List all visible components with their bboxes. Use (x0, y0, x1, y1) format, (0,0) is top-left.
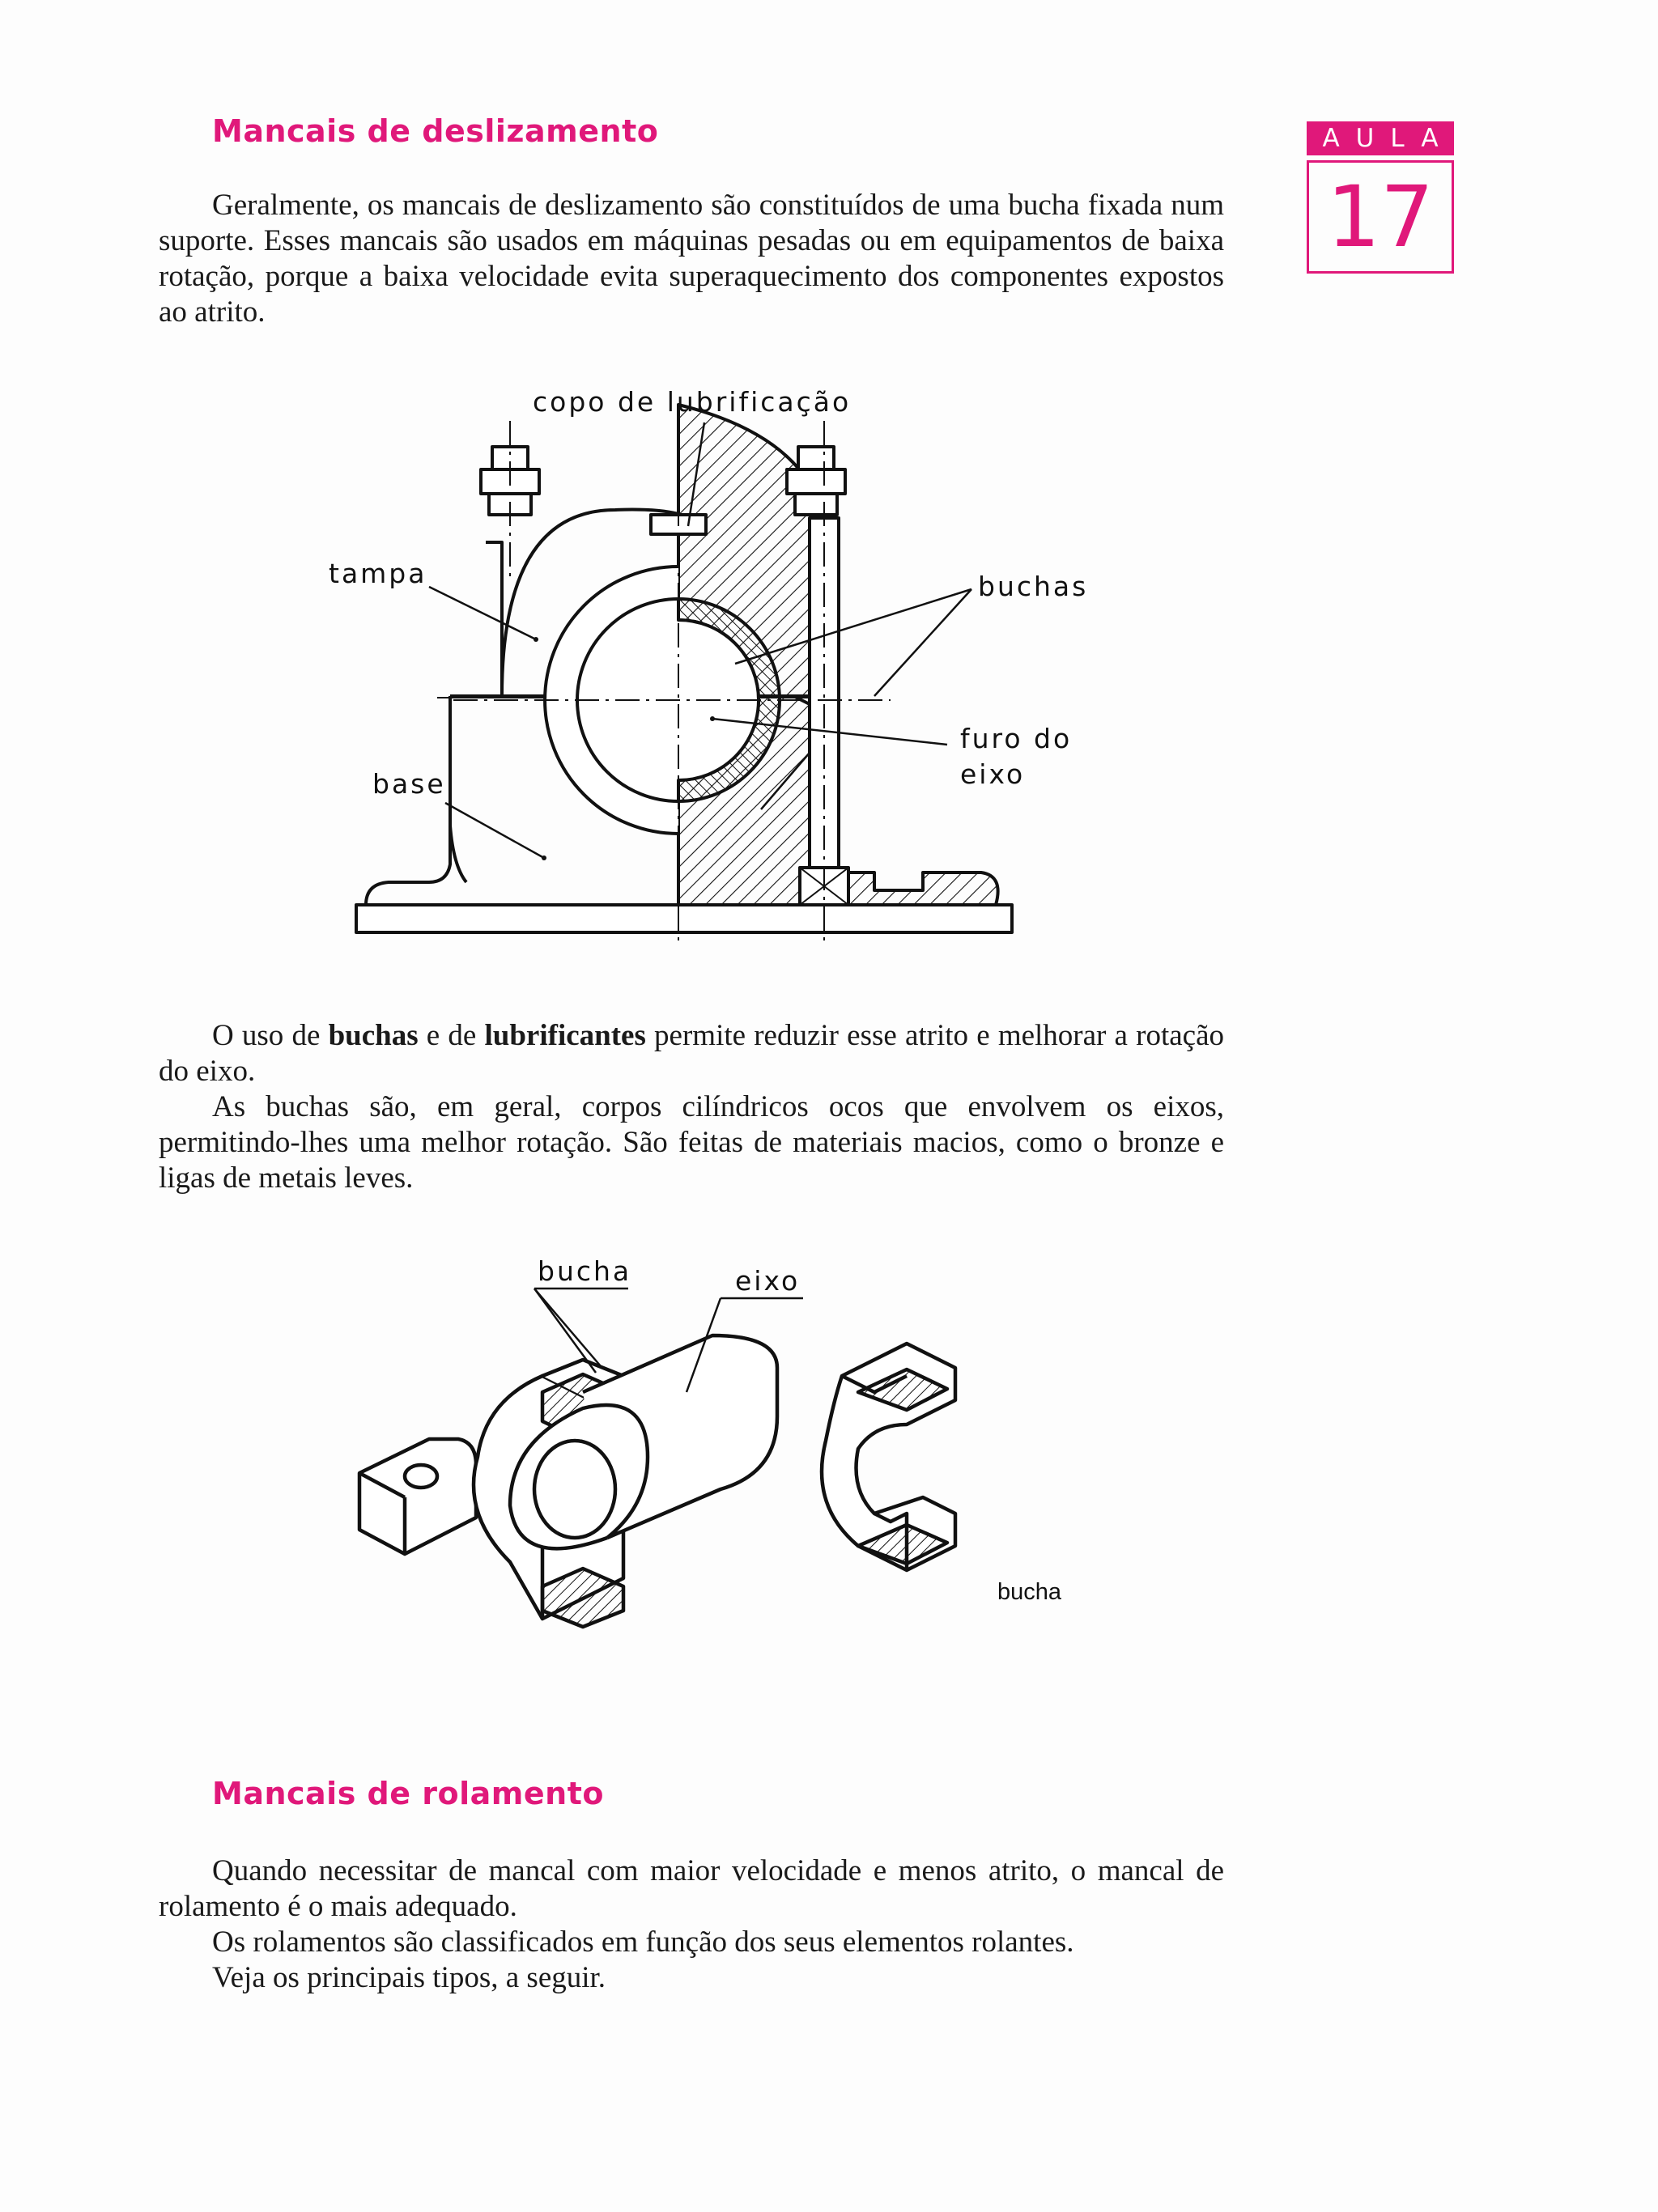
label-copo: copo de lubrificação (533, 386, 852, 418)
rolling-paragraph-1: Quando necessitar de mancal com maior velocidade e menos atrito, o mancal de rolamento é o mais adequado. (159, 1854, 1224, 1923)
bushing-shaft-figure (340, 1230, 1101, 1651)
plain-bearing-figure (308, 372, 1101, 955)
rolling-paragraph-block (159, 1853, 1224, 1996)
bushing-paragraph-block (159, 1018, 1224, 1196)
lesson-badge-label: AULA (1307, 121, 1454, 155)
label-bucha-2: bucha (997, 1579, 1062, 1605)
label-eixo: eixo (735, 1265, 801, 1297)
label-base: base (372, 768, 446, 800)
label-tampa: tampa (329, 558, 427, 589)
rolling-paragraph-2: Os rolamentos são classificados em função dos seus elementos rolantes. (212, 1925, 1074, 1959)
p1-bold-lubrificantes: lubrificantes (484, 1019, 646, 1052)
label-bucha: bucha (538, 1255, 632, 1287)
section-heading-rolamento: Mancais de rolamento (212, 1776, 604, 1811)
intro-paragraph: Geralmente, os mancais de deslizamento são constituídos de uma bucha fixada num suporte. Esses mancais são usados em máquinas pesadas ou em equipamentos de baixa rotação, porque a baixa velocidade evita superaquecimento dos componentes expostos ao atrito. (159, 189, 1224, 329)
p1-mid: e de (418, 1019, 485, 1052)
p1-bold-buchas: buchas (328, 1019, 419, 1052)
label-buchas: buchas (978, 571, 1089, 602)
lesson-badge (1307, 121, 1454, 272)
p1-end: permite reduzir esse atrito e melhorar a rotação do eixo. (159, 1019, 1224, 1088)
label-furo-1: furo do (960, 723, 1073, 754)
intro-paragraph-block (159, 188, 1224, 330)
label-furo-2: eixo (960, 758, 1026, 790)
bushing-paragraph-1 (159, 1018, 1224, 1089)
p1-start: O uso de (212, 1019, 329, 1052)
rolling-paragraph-3: Veja os principais tipos, a seguir. (212, 1961, 606, 1994)
bushing-paragraph-2: As buchas são, em geral, corpos cilíndricos ocos que envolvem os eixos, permitindo-lhes uma melhor rotação. São feitas de materiais macios, como o bronze e ligas de metais leves. (159, 1090, 1224, 1195)
lesson-badge-number: 17 (1307, 160, 1454, 274)
section-heading-deslizamento: Mancais de deslizamento (212, 113, 659, 149)
